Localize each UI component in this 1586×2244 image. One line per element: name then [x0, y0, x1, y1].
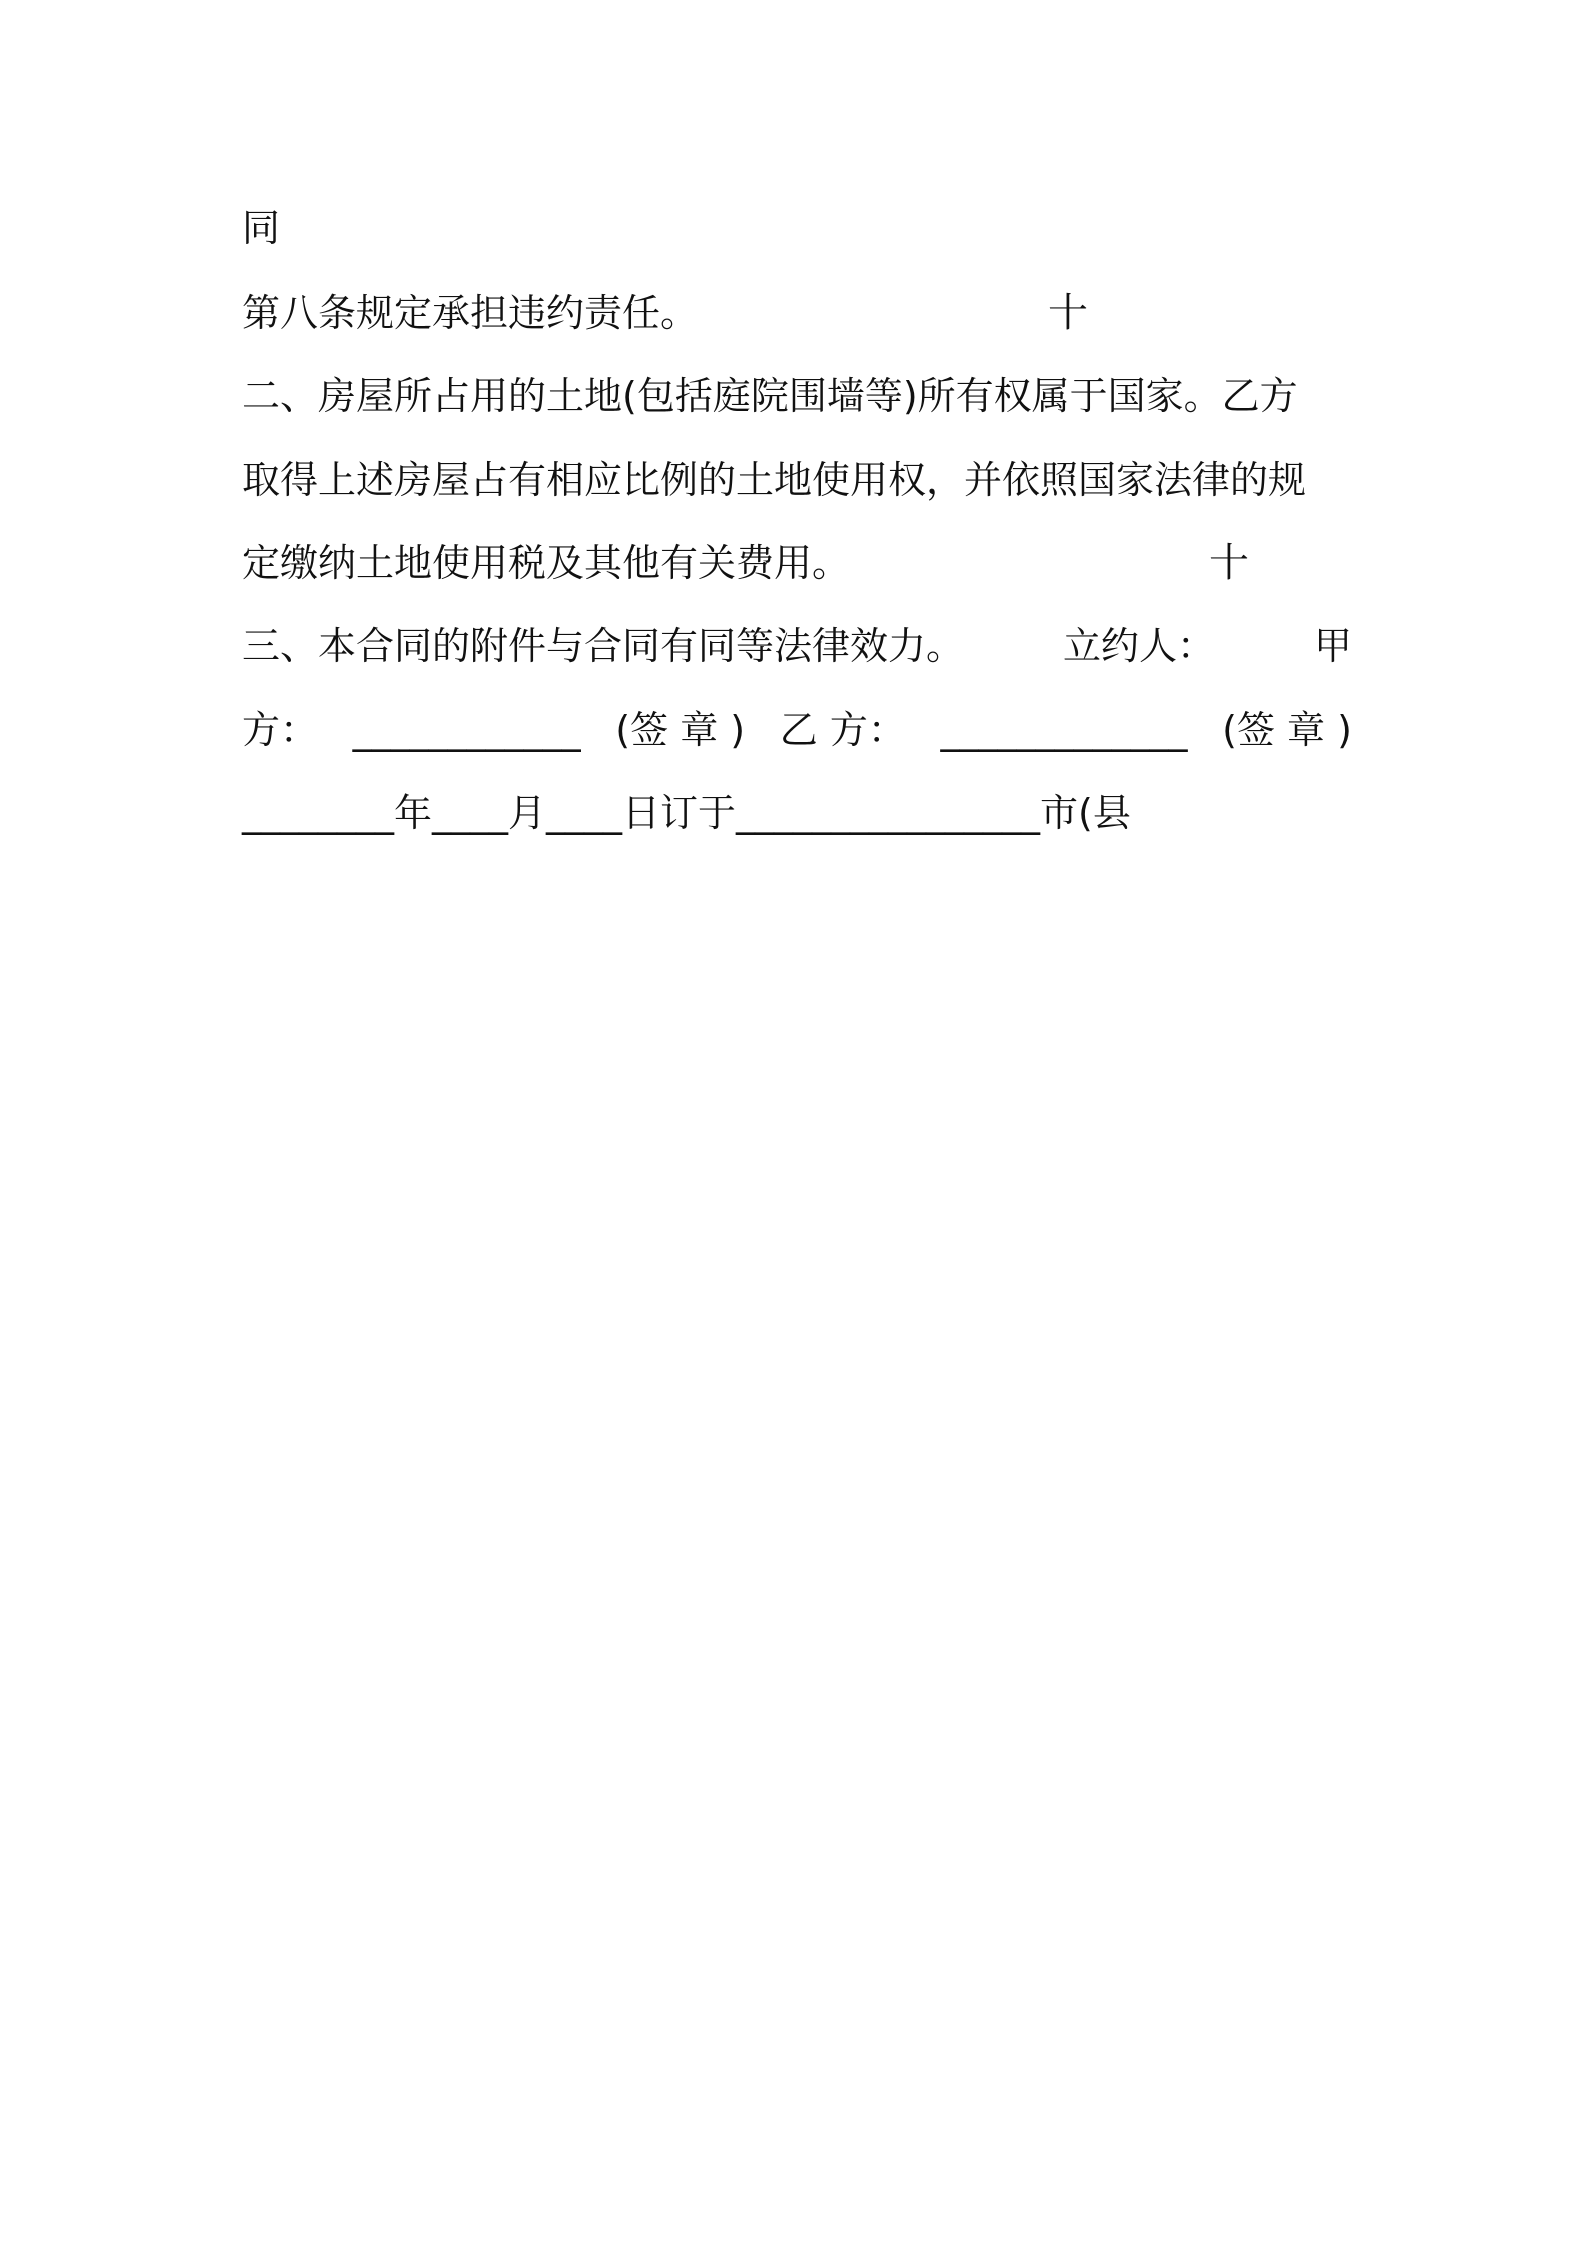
city-county-label: 市(县	[1040, 791, 1131, 835]
year-label: 年	[394, 791, 433, 835]
month-label: 月	[508, 791, 547, 835]
signatory-label: 立约人：	[1062, 624, 1215, 668]
party-b-seal-note: (签 章 )	[1222, 708, 1352, 752]
text-line-2-content: 第八条规定承担违约责任。	[242, 291, 699, 335]
party-a-signature-blank: ____________	[352, 708, 581, 752]
party-b-label: 乙 方：	[779, 708, 906, 752]
date-place-row	[242, 783, 1352, 843]
text-line-6-content: 三、本合同的附件与合同有同等法律效力。	[242, 624, 965, 668]
party-a-label-start: 甲	[1313, 624, 1352, 668]
day-signed-at-label: 日订于	[622, 791, 737, 835]
text-line-4	[242, 450, 1352, 510]
day-blank: ____	[546, 791, 623, 835]
signature-row	[242, 700, 1352, 760]
text-line-1	[242, 198, 1352, 258]
plus-mark: 十	[1048, 290, 1088, 336]
plus-mark: 十	[1209, 540, 1249, 586]
party-a-seal-note: (签 章 )	[615, 708, 746, 752]
text-line-4-content: 取得上述房屋占有相应比例的土地使用权，并依照国家法律的规	[242, 458, 1307, 502]
text-line-3	[242, 366, 1352, 426]
year-blank: ________	[242, 791, 394, 835]
text-line-5-content: 定缴纳土地使用税及其他有关费用。	[242, 541, 851, 585]
place-blank: ________________	[736, 791, 1041, 835]
party-b-signature-blank: _____________	[940, 708, 1188, 752]
text-line-1-content: 同	[242, 206, 281, 250]
text-line-6	[242, 616, 1352, 676]
text-line-5	[242, 533, 1352, 593]
text-line-3-content: 二、房屋所占用的土地(包括庭院围墙等)所有权属于国家。乙方	[242, 374, 1298, 418]
party-a-label: 方：	[242, 708, 319, 752]
text-line-2	[242, 283, 1352, 343]
month-blank: ____	[432, 791, 509, 835]
